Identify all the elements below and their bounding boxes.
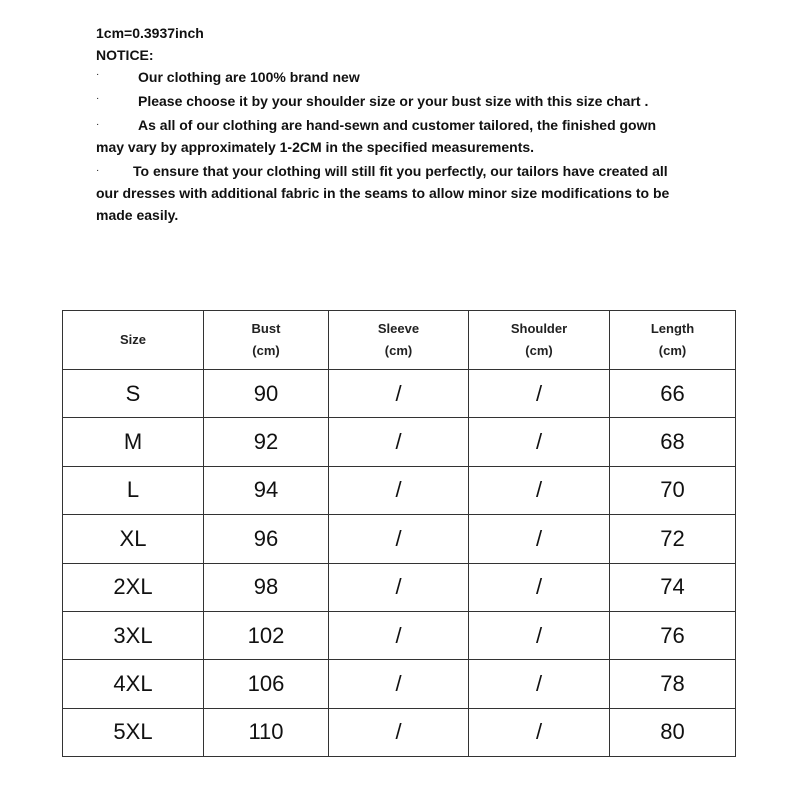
- table-cell: /: [469, 466, 610, 514]
- notice-item-text: Our clothing are 100% brand new: [138, 69, 360, 85]
- table-cell: L: [63, 466, 204, 514]
- table-cell: /: [329, 611, 469, 659]
- table-cell: /: [329, 708, 469, 756]
- table-cell: /: [329, 563, 469, 611]
- notice-item-text: As all of our clothing are hand-sewn and customer tailored, the finished gown may vary by approximately 1-2CM in the specified measurements.: [96, 117, 657, 155]
- table-cell: 98: [204, 563, 329, 611]
- table-row: [63, 611, 736, 659]
- table-cell: /: [469, 563, 610, 611]
- bullet-icon: ·: [96, 93, 100, 104]
- column-header-unit: (cm): [252, 343, 280, 358]
- column-header-unit: (cm): [525, 343, 553, 358]
- table-cell: /: [469, 660, 610, 708]
- column-header-shoulder: [469, 311, 610, 370]
- table-cell: 4XL: [63, 660, 204, 708]
- table-cell: 78: [610, 660, 736, 708]
- table-cell: XL: [63, 515, 204, 563]
- column-header-length: [610, 311, 736, 370]
- notice-item: [96, 90, 696, 112]
- column-header-unit: (cm): [384, 343, 413, 358]
- table-cell: 66: [610, 370, 736, 418]
- table-cell: /: [329, 515, 469, 563]
- table-row: [63, 466, 736, 514]
- column-header-sleeve: [329, 311, 469, 370]
- column-header-label: Length: [650, 321, 695, 336]
- table-cell: 3XL: [63, 611, 204, 659]
- table-cell: 106: [204, 660, 329, 708]
- table-cell: /: [469, 418, 610, 466]
- table-row: [63, 370, 736, 418]
- notice-item: [96, 114, 686, 158]
- column-header-size: [63, 311, 204, 370]
- table-cell: 102: [204, 611, 329, 659]
- table-cell: /: [469, 611, 610, 659]
- column-header-label: Shoulder: [510, 321, 568, 336]
- column-header-bust: [204, 311, 329, 370]
- table-cell: 90: [204, 370, 329, 418]
- column-header-label: Sleeve: [377, 321, 420, 336]
- table-cell: 2XL: [63, 563, 204, 611]
- notice-item-text: To ensure that your clothing will still fit you perfectly, our tailors have created all our dresses with additional fabric in the seams to allow minor size modifications to be made easily.: [96, 163, 670, 223]
- table-cell: /: [469, 515, 610, 563]
- table-cell: M: [63, 418, 204, 466]
- table-cell: /: [329, 466, 469, 514]
- table-cell: 94: [204, 466, 329, 514]
- column-header-label: Size: [119, 332, 146, 347]
- table-cell: /: [329, 418, 469, 466]
- column-header-label: Bust: [251, 321, 281, 336]
- table-cell: 70: [610, 466, 736, 514]
- table-row: [63, 563, 736, 611]
- table-row: [63, 418, 736, 466]
- notice-item: [96, 66, 696, 88]
- size-chart-header: [63, 311, 736, 370]
- notice-section: [96, 22, 696, 226]
- header-row: [63, 311, 736, 370]
- table-cell: /: [469, 708, 610, 756]
- table-cell: 110: [204, 708, 329, 756]
- bullet-icon: ·: [96, 119, 100, 130]
- size-chart-body: [63, 370, 736, 757]
- notice-item-text: Please choose it by your shoulder size or your bust size with this size chart .: [138, 93, 649, 109]
- table-row: [63, 660, 736, 708]
- table-cell: /: [329, 370, 469, 418]
- table-cell: 96: [204, 515, 329, 563]
- table-cell: 5XL: [63, 708, 204, 756]
- table-cell: S: [63, 370, 204, 418]
- table-row: [63, 708, 736, 756]
- column-header-unit: (cm): [658, 343, 687, 358]
- table-cell: /: [329, 660, 469, 708]
- table-cell: 76: [610, 611, 736, 659]
- table-row: [63, 515, 736, 563]
- notice-heading: NOTICE:: [96, 47, 154, 63]
- bullet-icon: ·: [96, 165, 100, 176]
- table-cell: 92: [204, 418, 329, 466]
- size-chart-table: [62, 310, 736, 757]
- table-cell: 68: [610, 418, 736, 466]
- table-cell: 72: [610, 515, 736, 563]
- notice-item: [96, 160, 676, 226]
- bullet-icon: ·: [96, 69, 100, 80]
- table-cell: /: [469, 370, 610, 418]
- table-cell: 74: [610, 563, 736, 611]
- unit-conversion: 1cm=0.3937inch: [96, 25, 204, 41]
- table-cell: 80: [610, 708, 736, 756]
